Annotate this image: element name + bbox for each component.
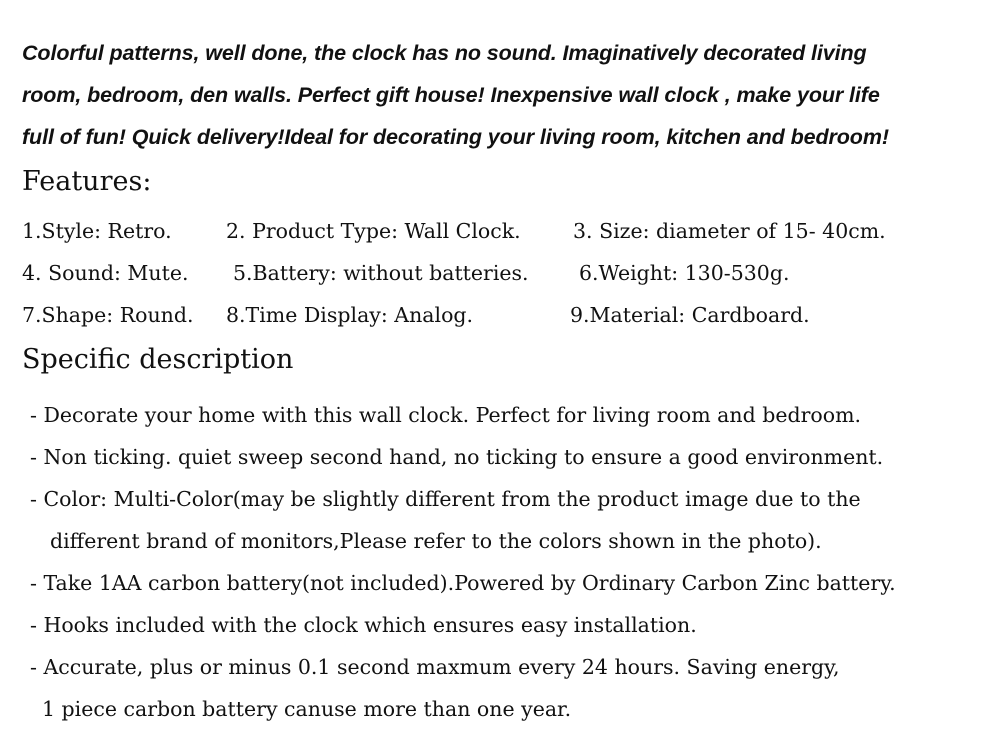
feature-battery: 5.Battery: without batteries. (233, 261, 529, 285)
specific-description-heading: Specific description (22, 344, 294, 375)
description-item: - Accurate, plus or minus 0.1 second maxmum every 24 hours. Saving energy, (30, 655, 840, 679)
description-item: - Non ticking. quiet sweep second hand, no ticking to ensure a good environment. (30, 445, 884, 469)
description-item-continuation: different brand of monitors,Please refer to the colors shown in the photo). (50, 529, 822, 553)
intro-line: full of fun! Quick delivery!Ideal for decorating your living room, kitchen and bedroom! (22, 125, 889, 149)
features-heading: Features: (22, 166, 152, 197)
description-item: - Color: Multi-Color(may be slightly different from the product image due to the (30, 487, 861, 511)
feature-size: 3. Size: diameter of 15- 40cm. (573, 219, 886, 243)
feature-time-display: 8.Time Display: Analog. (226, 303, 474, 327)
feature-style: 1.Style: Retro. (22, 219, 172, 243)
description-item: - Decorate your home with this wall clock. Perfect for living room and bedroom. (30, 403, 862, 427)
feature-shape: 7.Shape: Round. (22, 303, 194, 327)
specific-description-list (30, 394, 990, 730)
intro-line: Colorful patterns, well done, the clock has no sound. Imaginatively decorated living (22, 41, 867, 65)
intro-line: room, bedroom, den walls. Perfect gift house! Inexpensive wall clock , make your life (22, 83, 880, 107)
feature-material: 9.Material: Cardboard. (570, 303, 810, 327)
features-row (22, 219, 982, 249)
features-row (22, 303, 982, 333)
description-item: - Take 1AA carbon battery(not included).Powered by Ordinary Carbon Zinc battery. (30, 571, 896, 595)
intro-paragraph (22, 32, 992, 158)
feature-product-type: 2. Product Type: Wall Clock. (226, 219, 521, 243)
description-item: - Hooks included with the clock which ensures easy installation. (30, 613, 697, 637)
description-item-continuation: 1 piece carbon battery canuse more than one year. (42, 697, 572, 721)
features-row (22, 261, 982, 291)
feature-weight: 6.Weight: 130-530g. (579, 261, 790, 285)
feature-sound: 4. Sound: Mute. (22, 261, 189, 285)
